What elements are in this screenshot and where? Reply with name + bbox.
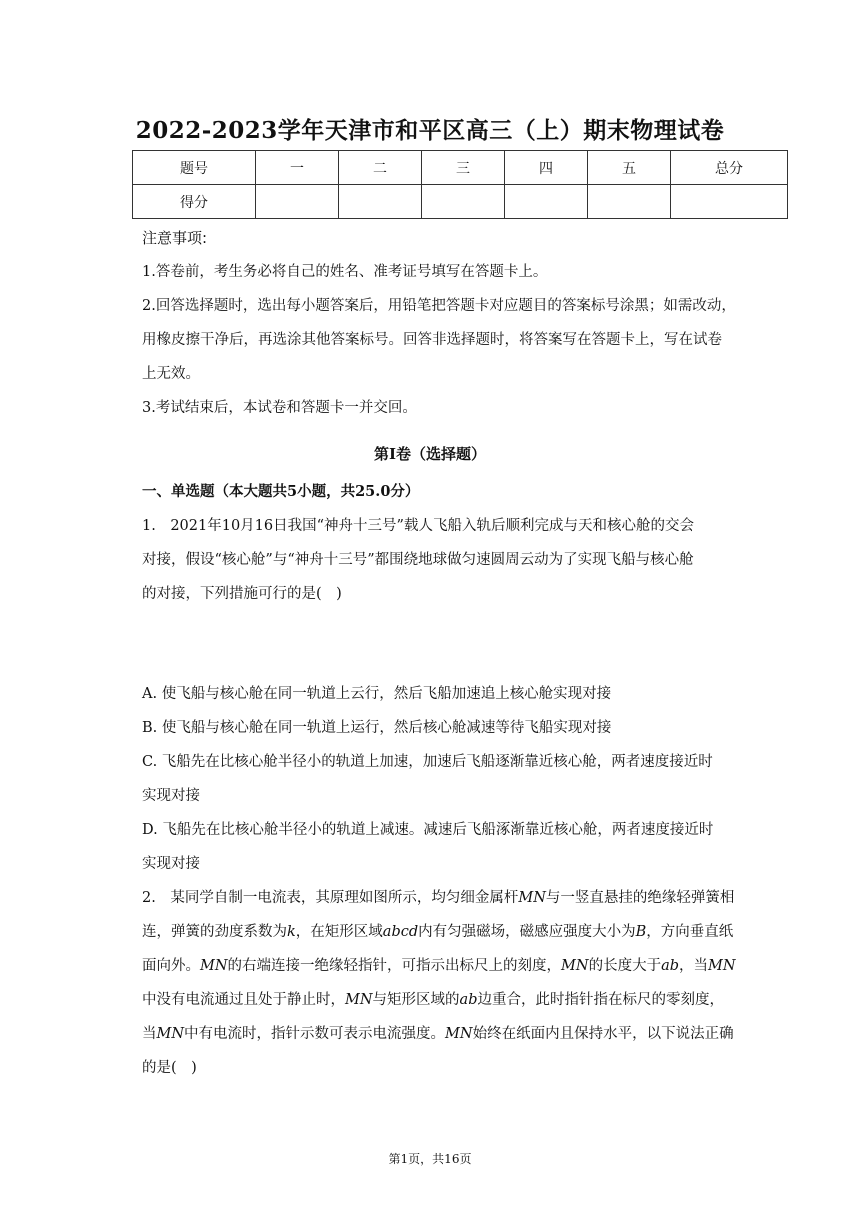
question-2-line: 中没有电流通过且处于静止时，MN与矩形区域的ab边重合，此时指针指在标尺的零刻度， [142,992,724,1008]
score-cell[interactable] [339,185,422,219]
score-header-cell: 五 [588,151,671,185]
page-title: 2022-2023学年天津市和平区高三（上）期末物理试卷 [135,117,725,144]
score-cell[interactable] [505,185,588,219]
notice-item: 2.回答选择题时，选出每小题答案后，用铅笔把答题卡对应题目的答案标号涂黑；如需改动， [142,298,736,314]
question-2-line: 当MN中有电流时，指针示数可表示电流强度。MN始终在纸面内且保持水平，以下说法正确 [142,1026,734,1042]
score-header-cell: 三 [422,151,505,185]
page-footer: 第1页，共16页 [388,1152,472,1166]
notice-item: 3.考试结束后，本试卷和答题卡一并交回。 [142,400,417,416]
question-1-line: 对接，假设“核心舱”与“神舟十三号”都围绕地球做匀速圆周云动为了实现飞船与核心舱 [142,552,694,568]
notice-item: 用橡皮擦干净后，再选涂其他答案标号。回答非选择题时，将答案写在答题卡上，写在试卷 [142,332,722,348]
option-c: C. 飞船先在比核心舱半径小的轨道上加速，加速后飞船逐渐靠近核心舱，两者速度接近时 [142,754,713,770]
notice-heading: 注意事项: [142,229,208,247]
score-table-score-row [133,185,788,219]
question-2-line: 的是( ) [142,1060,197,1076]
option-b: B. 使飞船与核心舱在同一轨道上运行，然后核心舱减速等待飞船实现对接 [142,720,612,736]
score-header-cell: 题号 [133,151,256,185]
section-title: 第I卷（选择题） [373,445,487,463]
score-row-label: 得分 [133,185,256,219]
question-1-line: 1. 2021年10月16日我国“神舟十三号”载人飞船入轨后顺利完成与天和核心舱的交会 [142,518,694,534]
score-cell[interactable] [422,185,505,219]
question-2-line: 面向外。MN的右端连接一绝缘轻指针，可指示出标尺上的刻度，MN的长度大于ab，当MN [142,958,736,974]
score-header-cell: 总分 [671,151,788,185]
score-header-cell: 一 [256,151,339,185]
score-table [132,150,788,219]
score-table-header-row [133,151,788,185]
option-a: A. 使飞船与核心舱在同一轨道上云行，然后飞船加速追上核心舱实现对接 [142,686,612,702]
score-cell[interactable] [588,185,671,219]
notice-item: 1.答卷前，考生务必将自己的姓名、准考证号填写在答题卡上。 [142,264,548,280]
option-d-continued: 实现对接 [142,856,200,872]
question-2-line: 2. 某同学自制一电流表，其原理如图所示，均匀细金属杆MN与一竖直悬挂的绝缘轻弹簧相 [142,890,735,906]
question-2-line: 连，弹簧的劲度系数为k，在矩形区域abcd内有匀强磁场，磁感应强度大小为B，方向垂直纸 [142,924,734,940]
question-1-line: 的对接，下列措施可行的是( ) [142,586,342,602]
notice-item: 上无效。 [142,366,200,382]
option-d: D. 飞船先在比核心舱半径小的轨道上减速。减速后飞船涿渐靠近核心舱，两者速度接近时 [142,822,714,838]
score-cell[interactable] [671,185,788,219]
score-header-cell: 四 [505,151,588,185]
part-heading: 一、单选题（本大题共5小题，共25.0分） [142,483,420,500]
score-cell[interactable] [256,185,339,219]
option-c-continued: 实现对接 [142,788,200,804]
score-header-cell: 二 [339,151,422,185]
